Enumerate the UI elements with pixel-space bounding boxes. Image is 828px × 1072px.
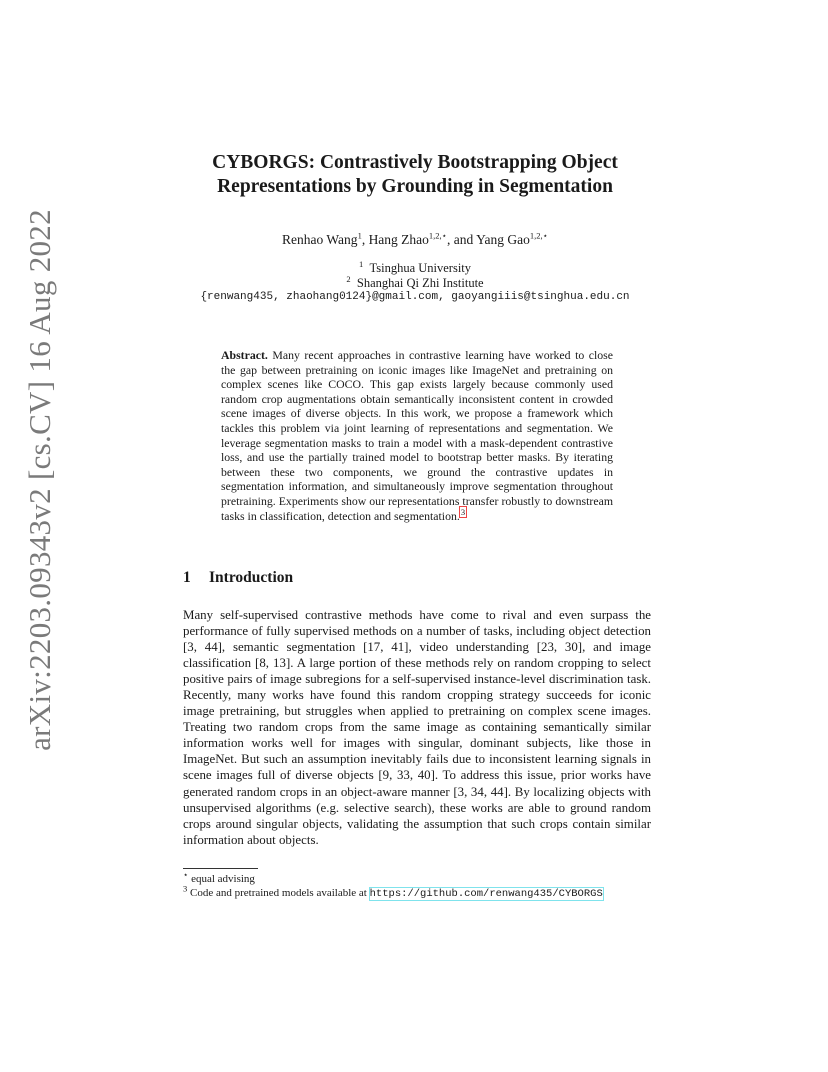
footnote-mark: ⋆ <box>183 869 189 880</box>
author-affiliation-mark: 1,2,⋆ <box>428 230 447 241</box>
author-list <box>150 232 680 248</box>
paragraph: Many self-supervised contrastive methods have come to rival and even surpass the performance of fully supervised methods on a number of tasks, including object detection [3, 44], semantic segmentation [17, 41], video understanding [23, 30], and image classification [8, 13]. A large portion of these methods rely on random cropping to select positive pairs of image subregions for a self-supervised instance-level discrimination task. Recently, many works have found this random cropping strategy succeeds for iconic image pretraining, but struggles when applied to pretraining on complex scene images. Treating two random crops from the same image as containing semantically similar information works well for images with singular, dominant subjects, like those in ImageNet. But such an assumption inevitably fails due to inconsistent learning signals in scene images full of diverse objects [9, 33, 40]. To address this issue, prior works have generated random crops in an object-aware manner [3, 34, 44]. By localizing objects with unsupervised algorithms (e.g. selective search), these works are able to ground random crops around singular objects, validating the assumption that such crops contain similar information about objects. <box>183 608 651 847</box>
section-number: 1 <box>183 569 191 586</box>
title-line-2: Representations by Grounding in Segmentation <box>217 176 613 197</box>
author-affiliation-mark: 1,2,⋆ <box>529 230 548 241</box>
author-separator: , and <box>447 232 477 247</box>
footnote-rule <box>183 868 258 869</box>
affiliation-mark: 1 <box>358 258 364 269</box>
arxiv-identifier-text: arXiv:2203.09343v2 [cs.CV] 16 Aug 2022 <box>22 209 57 751</box>
footnote-link[interactable]: 3 <box>460 506 466 517</box>
introduction-body <box>183 607 651 848</box>
section-title: Introduction <box>209 569 294 586</box>
affiliation-name: Shanghai Qi Zhi Institute <box>356 276 484 290</box>
affiliation <box>150 273 680 291</box>
abstract-label: Abstract. <box>221 348 268 362</box>
abstract-text: Many recent approaches in contrastive learning have worked to close the gap between pretraining on iconic images like ImageNet and pretraining on complex scenes like COCO. This gap exists largely because commonly used random crop augmentations obtain semantically inconsistent content in crowded scene images of diverse objects. In this work, we propose a framework which tackles this problem via joint learning of representations and segmentation. We leverage segmentation masks to train a model with a mask-dependent contrastive loss, and use the partially trained model to bootstrap better masks. By iterating between these two components, we ground the contrastive updates in segmentation information, and simultaneously improve segmentation throughout pretraining. Experiments show our representations transfer robustly to downstream tasks in classification, detection and segmentation. <box>221 348 613 523</box>
affiliation-mark: 2 <box>346 273 351 284</box>
code-repository-link[interactable]: https://github.com/renwang435/CYBORGS <box>369 888 603 900</box>
arxiv-identifier <box>20 209 60 751</box>
author-name: Yang Gao <box>476 232 530 247</box>
title-line-1: CYBORGS: Contrastively Bootstrapping Object <box>212 152 618 173</box>
footnote-text: equal advising <box>188 873 255 885</box>
footnote-mark: 3 <box>183 883 188 894</box>
section-heading <box>183 569 293 587</box>
affiliation-name: Tsinghua University <box>369 261 472 275</box>
paper-title <box>150 151 680 199</box>
author-name: Renhao Wang <box>282 232 358 247</box>
footnote <box>183 869 663 886</box>
footnotes <box>183 869 663 901</box>
affiliation <box>150 258 680 276</box>
footnote-text: Code and pretrained models available at <box>187 887 370 899</box>
footnote <box>183 883 663 901</box>
author-name: Hang Zhao <box>368 232 429 247</box>
author-separator: , <box>361 232 369 247</box>
author-affiliation-mark: 1 <box>357 230 362 241</box>
author-emails: {renwang435, zhaohang0124}@gmail.com, gaoyangiiis@tsinghua.edu.cn <box>200 291 630 303</box>
abstract <box>221 348 613 523</box>
